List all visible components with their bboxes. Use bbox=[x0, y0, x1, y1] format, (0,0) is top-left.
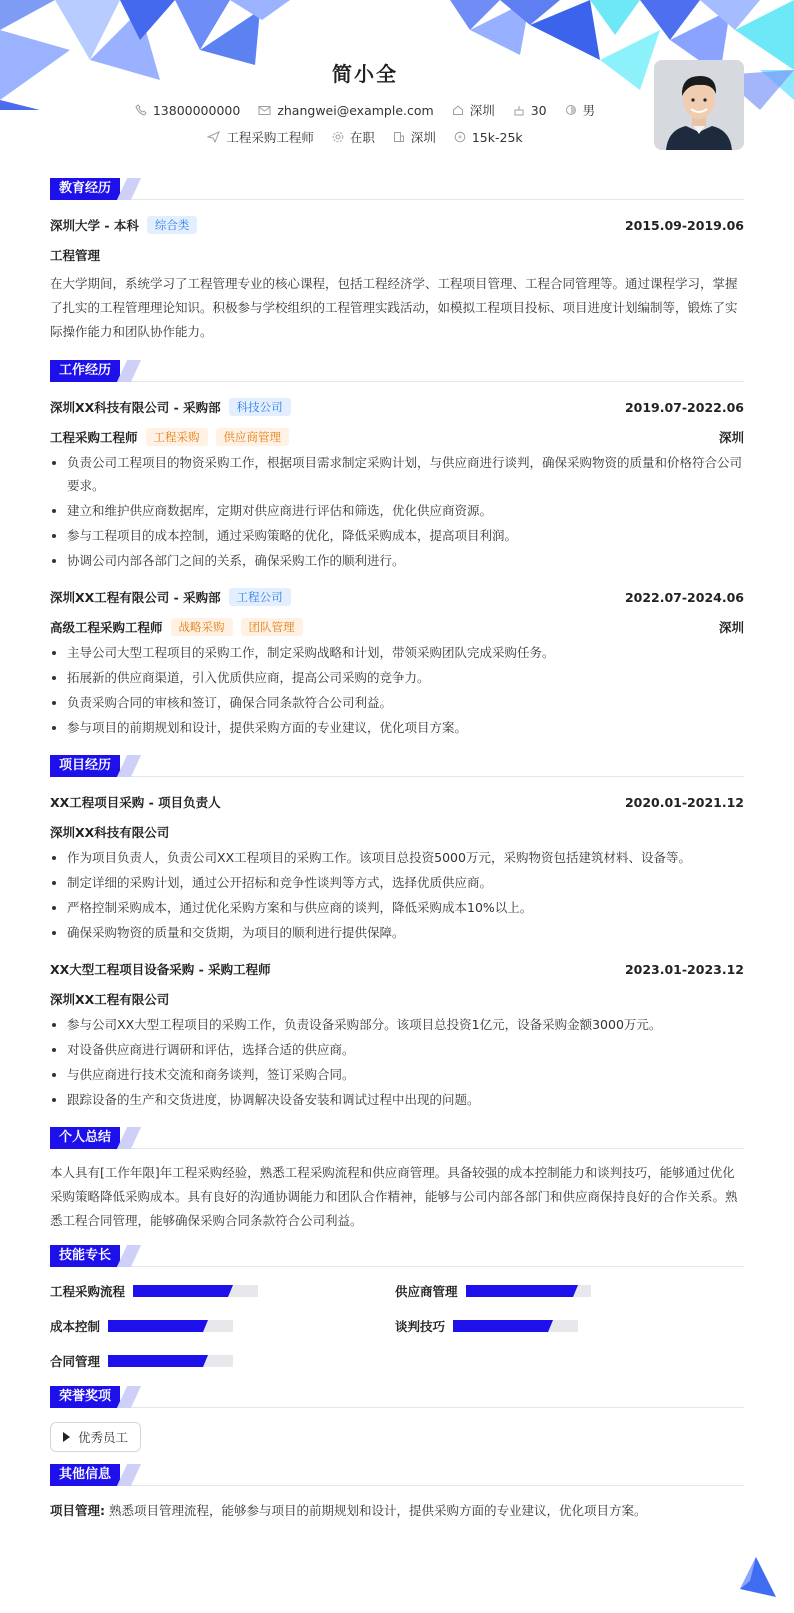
email-item bbox=[258, 103, 433, 118]
role-tag: 战略采购 bbox=[171, 618, 233, 636]
skill-item bbox=[50, 1317, 395, 1335]
skill-fill bbox=[466, 1285, 579, 1297]
list-item: 参与工程项目的成本控制，通过采购策略的优化，降低采购成本，提高项目利润。 bbox=[50, 524, 744, 547]
section-header bbox=[50, 360, 744, 382]
work-period: 2022.07-2024.06 bbox=[624, 589, 744, 605]
section-title: 个人总结 bbox=[50, 1127, 120, 1149]
projects-section bbox=[50, 755, 744, 1111]
list-item: 跟踪设备的生产和交货进度，协调解决设备安装和调试过程中出现的问题。 bbox=[50, 1088, 744, 1111]
skill-item bbox=[395, 1317, 725, 1335]
company-name: 深圳XX科技有限公司 - 采购部 bbox=[50, 400, 221, 415]
honors-section bbox=[50, 1386, 744, 1452]
skill-item bbox=[50, 1352, 395, 1370]
status-item bbox=[332, 128, 375, 146]
skill-fill bbox=[453, 1320, 553, 1332]
section-title: 项目经历 bbox=[50, 755, 120, 777]
skill-fill bbox=[108, 1320, 208, 1332]
section-header bbox=[50, 178, 744, 200]
salary-item bbox=[454, 130, 523, 145]
list-item: 确保采购物资的质量和交货期，为项目的顺利进行提供保障。 bbox=[50, 921, 744, 944]
candidate-name: 简小全 bbox=[332, 62, 398, 86]
education-section bbox=[50, 178, 744, 344]
work-bullets bbox=[50, 451, 744, 572]
gender-icon bbox=[565, 104, 577, 116]
avatar bbox=[654, 60, 744, 150]
status-text: 在职 bbox=[349, 130, 375, 145]
skill-label: 供应商管理 bbox=[395, 1284, 458, 1299]
list-item: 作为项目负责人，负责公司XX工程项目的采购工作。该项目总投资5000万元，采购物资包括建筑材料、设备等。 bbox=[50, 846, 744, 869]
mail-icon bbox=[258, 105, 271, 116]
building-icon bbox=[393, 131, 405, 143]
other-info bbox=[50, 1500, 744, 1522]
list-item: 拓展新的供应商渠道，引入优质供应商，提高公司采购的竞争力。 bbox=[50, 666, 744, 689]
summary-text: 本人具有[工作年限]年工程采购经验，熟悉工程采购流程和供应商管理。具备较强的成本控制能力和谈判技巧，能够通过优化采购策略降低采购成本。具有良好的沟通协调能力和团队合作精神，能够与公司内部各部门和供应商保持良好的合作关系。熟悉工程合同管理，能够确保采购合同条款符合公司利益。 bbox=[50, 1165, 738, 1228]
phone-item bbox=[135, 103, 240, 118]
list-item: 制定详细的采购计划，通过公开招标和竞争性谈判等方式，选择优质供应商。 bbox=[50, 871, 744, 894]
skill-fill bbox=[108, 1355, 208, 1367]
section-title-accent bbox=[117, 755, 141, 777]
award-item bbox=[50, 1422, 141, 1452]
play-icon bbox=[63, 1432, 70, 1442]
role-name: 工程采购工程师 bbox=[50, 430, 138, 445]
salary-text: 15k-25k bbox=[471, 129, 523, 145]
skill-label: 工程采购流程 bbox=[50, 1284, 126, 1299]
other-text: 熟悉项目管理流程，能够参与项目的前期规划和设计，提供采购方面的专业建议，优化项目方案。 bbox=[108, 1503, 647, 1518]
summary-section bbox=[50, 1127, 744, 1233]
age-icon bbox=[513, 104, 525, 116]
salary-icon bbox=[454, 131, 466, 143]
section-header bbox=[50, 1127, 744, 1149]
project-period: 2023.01-2023.12 bbox=[624, 961, 744, 977]
skill-bar bbox=[453, 1320, 578, 1332]
skill-bar bbox=[133, 1285, 258, 1297]
section-header bbox=[50, 1464, 744, 1486]
list-item: 建立和维护供应商数据库，定期对供应商进行评估和筛选，优化供应商资源。 bbox=[50, 499, 744, 522]
list-item: 参与项目的前期规划和设计，提供采购方面的专业建议，优化项目方案。 bbox=[50, 716, 744, 739]
phone-text: 13800000000 bbox=[152, 102, 241, 118]
section-title: 技能专长 bbox=[50, 1245, 120, 1267]
contact-row bbox=[0, 101, 730, 119]
work-location: 深圳 bbox=[718, 620, 744, 635]
section-header bbox=[50, 755, 744, 777]
work-location: 深圳 bbox=[718, 430, 744, 445]
role-tag: 工程采购 bbox=[146, 428, 208, 446]
home-icon bbox=[452, 104, 464, 116]
other-label: 项目管理: bbox=[50, 1503, 105, 1518]
work-entry bbox=[50, 398, 744, 572]
education-period: 2015.09-2019.06 bbox=[624, 217, 744, 233]
major: 工程管理 bbox=[50, 248, 101, 263]
skill-bar bbox=[108, 1320, 233, 1332]
role-tag: 供应商管理 bbox=[216, 428, 290, 446]
section-title-accent bbox=[117, 178, 141, 200]
project-bullets bbox=[50, 1013, 744, 1111]
role-name: 高级工程采购工程师 bbox=[50, 620, 163, 635]
list-item: 负责采购合同的审核和签订，确保合同条款符合公司利益。 bbox=[50, 691, 744, 714]
skill-fill bbox=[133, 1285, 233, 1297]
project-entry bbox=[50, 793, 744, 944]
section-title: 其他信息 bbox=[50, 1464, 120, 1486]
section-title-accent bbox=[117, 360, 141, 382]
gender-text: 男 bbox=[582, 103, 596, 118]
section-title-accent bbox=[117, 1386, 141, 1408]
resume-content bbox=[0, 178, 794, 1522]
job-title-item bbox=[207, 128, 314, 146]
age-text: 30 bbox=[530, 102, 547, 118]
project-company: 深圳XX工程有限公司 bbox=[50, 992, 170, 1007]
section-title: 教育经历 bbox=[50, 178, 120, 200]
list-item: 协调公司内部各部门之间的关系，确保采购工作的顺利进行。 bbox=[50, 549, 744, 572]
job-title-text: 工程采购工程师 bbox=[226, 130, 314, 145]
corner-decoration bbox=[736, 1557, 776, 1597]
school-tag: 综合类 bbox=[147, 216, 198, 234]
other-section bbox=[50, 1464, 744, 1522]
work-period: 2019.07-2022.06 bbox=[624, 399, 744, 415]
list-item: 负责公司工程项目的物资采购工作，根据项目需求制定采购计划，与供应商进行谈判，确保采购物资的质量和价格符合公司要求。 bbox=[50, 451, 744, 497]
company-tag: 工程公司 bbox=[229, 588, 291, 606]
target-city-text: 深圳 bbox=[410, 130, 436, 145]
skill-label: 成本控制 bbox=[50, 1319, 101, 1334]
education-description: 在大学期间，系统学习了工程管理专业的核心课程，包括工程经济学、工程项目管理、工程合同管理等。通过课程学习，掌握了扎实的工程管理理论知识。积极参与学校组织的工程管理实践活动，如模拟工程项目投标、项目进度计划编制等，锻炼了实际操作能力和团队协作能力。 bbox=[50, 276, 738, 339]
city-text: 深圳 bbox=[469, 103, 495, 118]
email-text: zhangwei@example.com bbox=[277, 102, 434, 118]
list-item: 严格控制采购成本，通过优化采购方案和与供应商的谈判，降低采购成本10%以上。 bbox=[50, 896, 744, 919]
role-tag: 团队管理 bbox=[241, 618, 303, 636]
section-title: 工作经历 bbox=[50, 360, 120, 382]
list-item: 与供应商进行技术交流和商务谈判，签订采购合同。 bbox=[50, 1063, 744, 1086]
skill-bar bbox=[108, 1355, 233, 1367]
city-item bbox=[452, 101, 495, 119]
project-company: 深圳XX科技有限公司 bbox=[50, 825, 170, 840]
status-icon bbox=[332, 131, 344, 143]
major-row bbox=[50, 246, 744, 264]
section-header bbox=[50, 1245, 744, 1267]
job-row bbox=[0, 128, 730, 146]
skills-section bbox=[50, 1245, 744, 1370]
age-item bbox=[513, 103, 547, 118]
skill-item bbox=[50, 1282, 395, 1300]
list-item: 参与公司XX大型工程项目的采购工作，负责设备采购部分。该项目总投资1亿元，设备采购金额3000万元。 bbox=[50, 1013, 744, 1036]
section-title: 荣誉奖项 bbox=[50, 1386, 120, 1408]
skills-grid bbox=[50, 1282, 744, 1370]
skill-item bbox=[395, 1282, 725, 1300]
skill-label: 谈判技巧 bbox=[395, 1319, 446, 1334]
work-entry bbox=[50, 588, 744, 739]
school-degree: 深圳大学 - 本科 bbox=[50, 218, 139, 233]
project-entry bbox=[50, 960, 744, 1111]
work-bullets bbox=[50, 641, 744, 739]
phone-icon bbox=[135, 104, 147, 116]
project-name: XX大型工程项目设备采购 - 采购工程师 bbox=[50, 962, 271, 977]
section-title-accent bbox=[117, 1245, 141, 1267]
section-title-accent bbox=[117, 1127, 141, 1149]
target-city-item bbox=[393, 128, 436, 146]
section-title-accent bbox=[117, 1464, 141, 1486]
gender-item bbox=[565, 101, 596, 119]
project-bullets bbox=[50, 846, 744, 944]
list-item: 对设备供应商进行调研和评估，选择合适的供应商。 bbox=[50, 1038, 744, 1061]
company-tag: 科技公司 bbox=[229, 398, 291, 416]
resume-header bbox=[0, 0, 794, 168]
skill-bar bbox=[466, 1285, 591, 1297]
company-name: 深圳XX工程有限公司 - 采购部 bbox=[50, 590, 221, 605]
project-period: 2020.01-2021.12 bbox=[624, 794, 744, 810]
work-section bbox=[50, 360, 744, 739]
profile-photo bbox=[654, 60, 744, 150]
send-icon bbox=[207, 131, 220, 143]
section-header bbox=[50, 1386, 744, 1408]
list-item: 主导公司大型工程项目的采购工作，制定采购战略和计划，带领采购团队完成采购任务。 bbox=[50, 641, 744, 664]
skill-label: 合同管理 bbox=[50, 1354, 101, 1369]
award-label: 优秀员工 bbox=[78, 1430, 129, 1445]
education-row bbox=[50, 216, 744, 234]
project-name: XX工程项目采购 - 项目负责人 bbox=[50, 795, 221, 810]
